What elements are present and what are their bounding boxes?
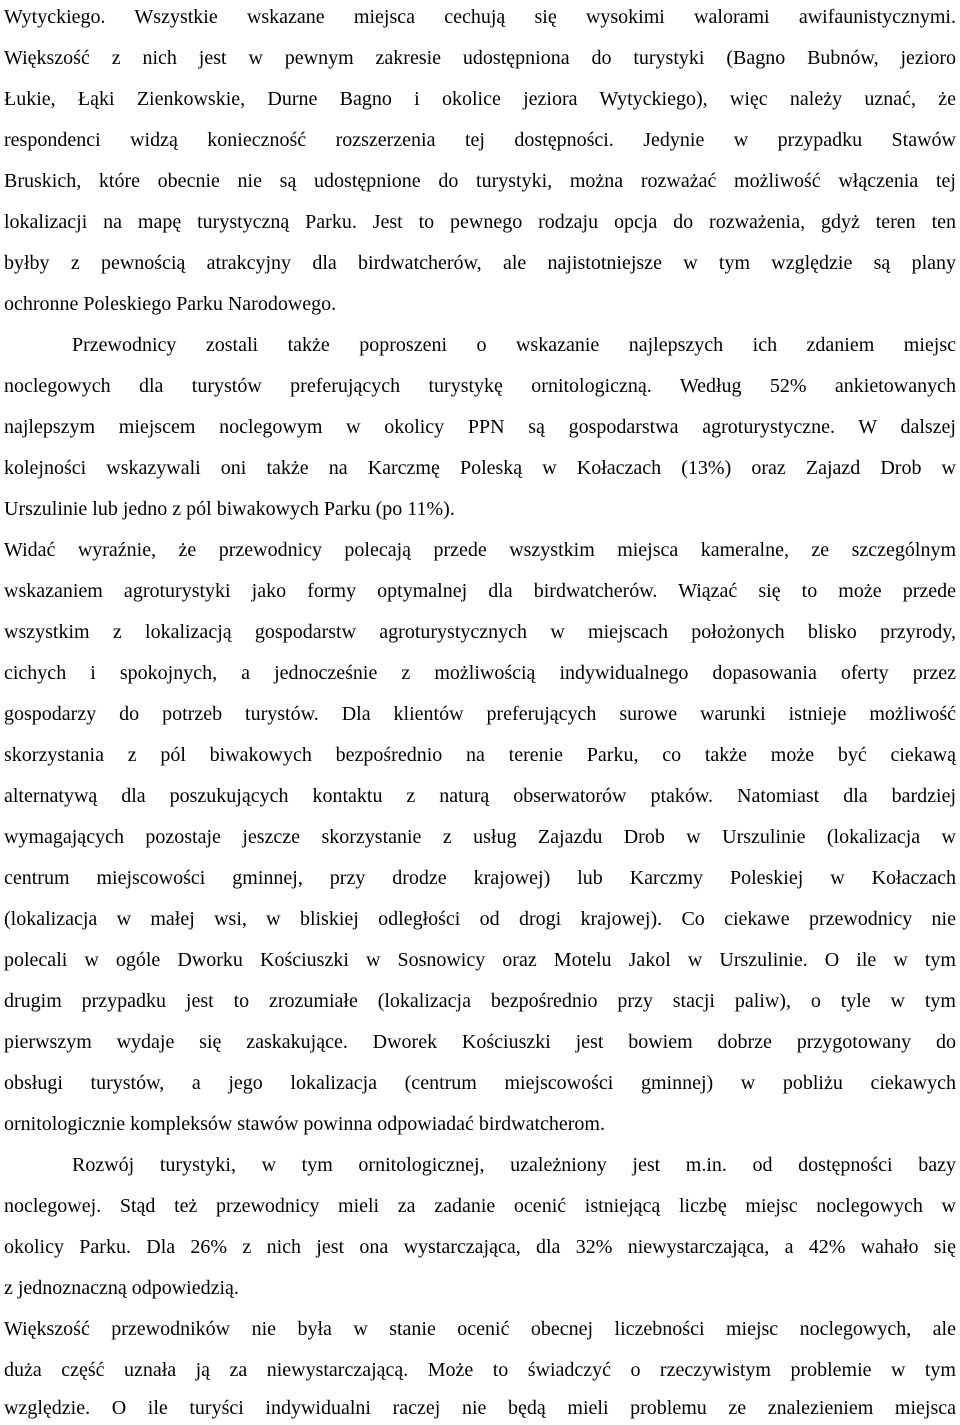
text-line: okolicy Parku. Dla 26% z nich jest ona wystarczająca, dla 32% niewystarczająca, a 42% wahało się: [4, 1236, 956, 1258]
text-line: Przewodnicy zostali także poproszeni o wskazanie najlepszych ich zdaniem miejsc: [72, 334, 956, 356]
text-line: polecali w ogóle Dworku Kościuszki w Sosnowicy oraz Motelu Jakol w Urszulinie. O ile w tym: [4, 949, 956, 971]
text-line: z jednoznaczną odpowiedzią.: [4, 1277, 239, 1299]
text-line: Większość przewodników nie była w stanie ocenić obecnej liczebności miejsc noclegowych, ale: [4, 1318, 956, 1340]
text-line: respondenci widzą konieczność rozszerzenia tej dostępności. Jedynie w przypadku Stawów: [4, 129, 956, 151]
text-line: Łukie, Łąki Zienkowskie, Durne Bagno i okolice jeziora Wytyckiego), więc należy uznać, że: [4, 88, 956, 110]
text-line: kolejności wskazywali oni także na Karczmę Poleską w Kołaczach (13%) oraz Zajazd Drob w: [4, 457, 956, 479]
text-line: wskazaniem agroturystyki jako formy optymalnej dla birdwatcherów. Wiązać się to może przede: [4, 580, 956, 602]
text-line: Większość z nich jest w pewnym zakresie udostępniona do turystyki (Bagno Bubnów, jezioro: [4, 47, 956, 69]
text-line: względzie. O ile turyści indywidualni raczej nie będą mieli problemu ze znalezieniem miejsca: [4, 1397, 956, 1419]
text-line: obsługi turystów, a jego lokalizacja (centrum miejscowości gminnej) w pobliżu ciekawych: [4, 1072, 956, 1094]
text-line: gospodarzy do potrzeb turystów. Dla klientów preferujących surowe warunki istnieje możliwość: [4, 703, 956, 725]
text-line: Widać wyraźnie, że przewodnicy polecają przede wszystkim miejsca kameralne, ze szczególnym: [4, 539, 956, 561]
text-line: najlepszym miejscem noclegowym w okolicy PPN są gospodarstwa agroturystyczne. W dalszej: [4, 416, 956, 438]
text-line: byłby z pewnością atrakcyjny dla birdwatcherów, ale najistotniejsze w tym względzie są plany: [4, 252, 956, 274]
text-line: Bruskich, które obecnie nie są udostępnione do turystyki, można rozważać możliwość włączenia tej: [4, 170, 956, 192]
text-line: drugim przypadku jest to zrozumiałe (lokalizacja bezpośrednio przy stacji paliw), o tyle w tym: [4, 990, 956, 1012]
text-line: Urszulinie lub jedno z pól biwakowych Parku (po 11%).: [4, 498, 455, 520]
text-line: skorzystania z pól biwakowych bezpośrednio na terenie Parku, co także może być ciekawą: [4, 744, 956, 766]
text-line: centrum miejscowości gminnej, przy drodze krajowej) lub Karczmy Poleskiej w Kołaczach: [4, 867, 956, 889]
text-line: wszystkim z lokalizacją gospodarstw agroturystycznych w miejscach położonych blisko przyrody,: [4, 621, 956, 643]
text-line: wymagających pozostaje jeszcze skorzystanie z usług Zajazdu Drob w Urszulinie (lokalizacja w: [4, 826, 956, 848]
text-line: cichych i spokojnych, a jednocześnie z możliwością indywidualnego dopasowania oferty przez: [4, 662, 956, 684]
text-line: duża część uznała ją za niewystarczającą. Może to świadczyć o rzeczywistym problemie w tym: [4, 1359, 956, 1381]
text-line: ochronne Poleskiego Parku Narodowego.: [4, 293, 337, 315]
text-line: Rozwój turystyki, w tym ornitologicznej, uzależniony jest m.in. od dostępności bazy: [72, 1154, 956, 1176]
text-line: alternatywą dla poszukujących kontaktu z naturą obserwatorów ptaków. Natomiast dla bardziej: [4, 785, 956, 807]
text-line: (lokalizacja w małej wsi, w bliskiej odległości od drogi krajowej). Co ciekawe przewodnicy nie: [4, 908, 956, 930]
text-line: ornitologicznie kompleksów stawów powinna odpowiadać birdwatcherom.: [4, 1113, 605, 1135]
text-line: noclegowej. Stąd też przewodnicy mieli za zadanie ocenić istniejącą liczbę miejsc noclegowych w: [4, 1195, 956, 1217]
text-line: pierwszym wydaje się zaskakujące. Dworek Kościuszki jest bowiem dobrze przygotowany do: [4, 1031, 956, 1053]
text-line: noclegowych dla turystów preferujących turystykę ornitologiczną. Według 52% ankietowanych: [4, 375, 956, 397]
text-line: Wytyckiego. Wszystkie wskazane miejsca cechują się wysokimi walorami awifaunistycznymi.: [4, 6, 956, 28]
text-line: lokalizacji na mapę turystyczną Parku. Jest to pewnego rodzaju opcja do rozważenia, gdyż teren ten: [4, 211, 956, 233]
